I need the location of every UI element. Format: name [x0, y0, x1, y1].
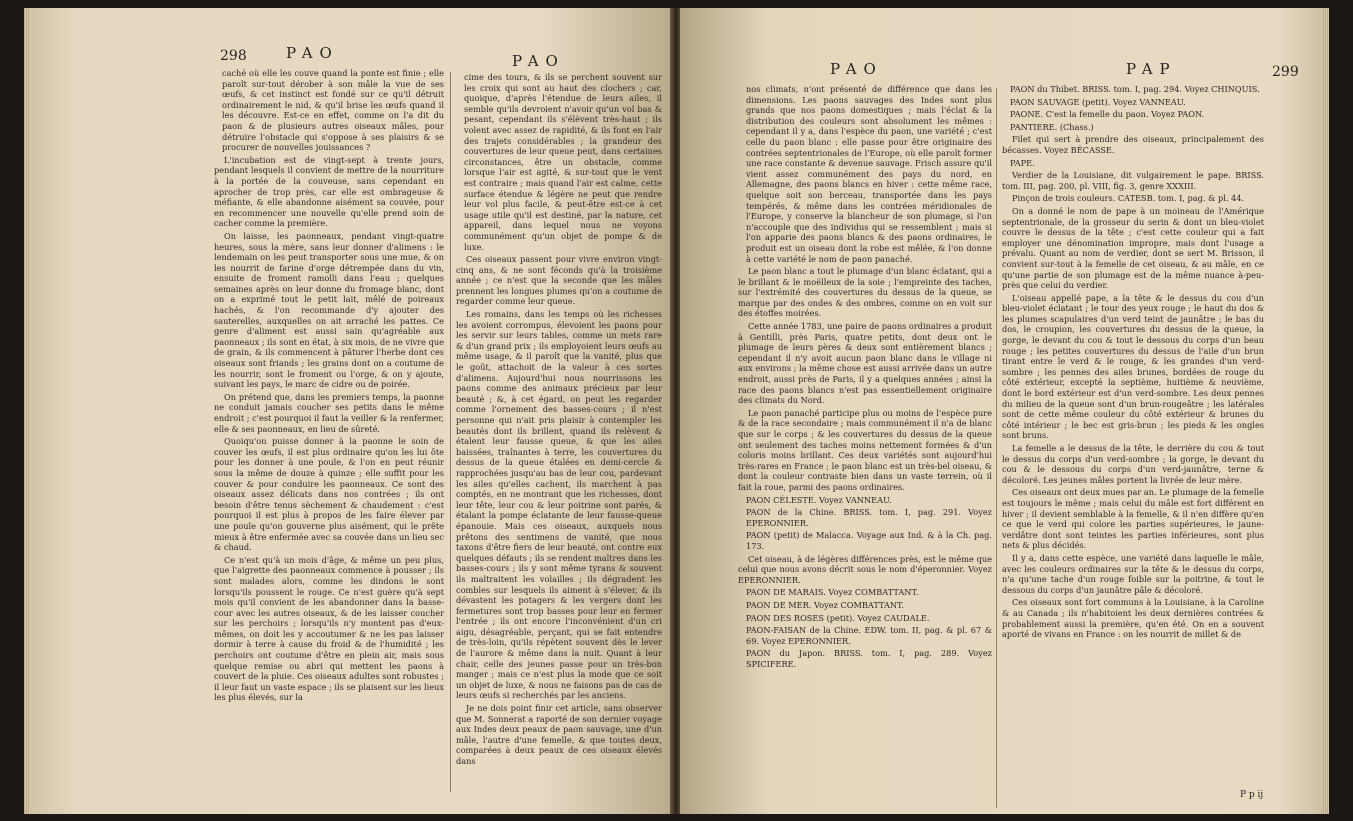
running-header-right: PAO: [512, 52, 565, 70]
entry: PAON DE MER. Voyez COMBATTANT.: [746, 599, 904, 610]
text-column-2: [1002, 84, 1264, 788]
entry: PAON DE MARAIS. Voyez COMBATTANT.: [746, 587, 919, 598]
paragraph: Cette année 1783, une paire de paons ordinaires a produit à Gentilli, près Paris, quatre petits, dont deux ont le plumage de leurs pères & deux sont entièrement blancs ; cependant il n'y avoit aucun paon blanc dans le village ni aux environs ; la même chose est aussi arrivée dans un autre endroit, aussi près de Paris, il y a quelques années ; ainsi la race des paons blancs n'est pas essentiellement originaire des climats du Nord.: [738, 321, 992, 406]
entry: PAON DES ROSES (petit). Voyez CAUDALE.: [746, 612, 930, 623]
left-page: [24, 8, 672, 814]
entry: PAON du Thibet. BRISS. tom. I, pag. 294. Voyez CHINQUIS.: [1010, 84, 1260, 94]
running-header-left: PAO: [830, 60, 883, 78]
paragraph: L'incubation est de vingt-sept à trente jours, pendant lesquels il convient de mettre de la nourriture à la portée de la couveuse, sans cependant en aprocher de trop près, car elle est ombrageuse & méfiante, & elle abandonne aisément sa couvée, pour en recommencer une nouvelle qu'elle prend soin de cacher comme la première.: [214, 154, 444, 229]
paragraph: Le paon blanc a tout le plumage d'un blanc éclatant, qui a le brillant & le moëlleux de la soie ; l'empreinte des taches, sur l'extrémité des couvertures du dessus de la queue, se marque par des ondes & des ombres, comme on en voit sur des étoffes moirées.: [738, 266, 992, 319]
column-rule: [450, 72, 451, 792]
paragraph: nos climats, n'ont présenté de différence que dans les dimensions. Les paons sauvages des Indes sont plus grands que nos paons domestiques ; mais l'éclat & la distribution des couleurs sont absolument les mêmes : cependant il y a, dans l'espèce du paon, une variété ; c'est celle du paon blanc : elle passe pour être originaire des contrées septentrionales de l'Europe, où elle paroît former une race constante & devenue sauvage. Frisch assure qu'il vient assez communément des pays du nord, en Allemagne, des paons blancs en hiver : cette même race, quelque soit son berceau, transportée dans les pays tempérés, & même dans les contrées méridionales de l'Europe, y conserve la blancheur de son plumage, si l'on n'accouple que des individus qui se ressemblent ; mais si l'on apparie des paons blancs & des paons ordinaires, le produit est un oiseau dont la robe est mêlée, & l'on donne à cette variété le nom de paon panaché.: [746, 84, 992, 264]
column-rule: [996, 88, 997, 808]
paragraph: Ces oiseaux ont deux mues par an. Le plumage de la femelle est toujours le même ; mais celui du mâle est fort différent en hiver ; il devient semblable à la femelle, & il n'en diffère qu'en ce que le verd qui colore les parties supérieures, le jaune-verdâtre dont sont teintes les parties inférieures, sont plus nets & plus décidés.: [1002, 487, 1264, 551]
paragraph: On prétend que, dans les premiers temps, la paonne ne conduit jamais coucher ses petits dans le même endroit ; c'est pourquoi il faut la veiller & la renfermer, elle & ses paonneaux, en lieu de sûreté.: [214, 391, 444, 434]
paragraph: Verdier de la Louisiane, dit vulgairement le pape. BRISS. tom. III, pag. 200, pl. VIII, fig. 3, genre XXXIII.: [1002, 170, 1264, 191]
paragraph: Filet qui sert à prendre des oiseaux, principalement des bécasses. Voyez BÉCASSE.: [1002, 134, 1264, 155]
entry: PAON-FAISAN de la Chine. EDW. tom. II, pag. & pl. 67 & 69. Voyez EPERONNIER.: [746, 625, 992, 646]
text-column-2: [456, 72, 662, 802]
running-header-left: PAO: [286, 44, 339, 62]
entry: PAONE. C'est la femelle du paon. Voyez PAON.: [1010, 109, 1205, 120]
signature-mark: P p ij: [1240, 790, 1264, 800]
paragraph: On a donné le nom de pape à un moineau de l'Amérique septentrionale, de la grosseur du serin & dont un bleu-violet couvre le dessus de la tête ; c'est cette couleur qui a fait employer une dénomination impropre, mais dont l'usage a prévalu. Quant au nom de verdier, dont se sert M. Brisson, il convient sur-tout à la femelle de cet oiseau, & au mâle, en ce qu'une partie de son plumage est de la même nuance à-peu-près que celui du verdier.: [1002, 205, 1264, 291]
paragraph: Quoiqu'on puisse donner à la paonne le soin de couver les œufs, il est plus ordinaire qu'on les lui ôte pour les donner à une poule, & l'on en peut réunir sous la même de douze à quinze ; elle suffit pour les couver & pour conduire les paonneaux. Ce sont des oiseaux assez délicats dans nos contrées ; ils ont besoin d'être tenus sèchement & chaudement : c'est pourquoi il est plus à propos de les faire élever par une poule qu'on gouverne plus aisément, qui le prête mieux à être enfermée avec sa couvée dans un lieu sec & chaud.: [214, 436, 444, 553]
entry: PAON du Japon. BRISS. tom. I, pag. 289. Voyez SPICIFERE.: [746, 648, 992, 669]
paragraph: Il y a, dans cette espèce, une variété dans laquelle le mâle, avec les couleurs ordinaires sur la tête & le dessus du corps, n'a qu'une tache d'un rouge foible sur la poitrine, & tout le dessous du corps d'un jaunâtre pâle & décoloré.: [1002, 552, 1264, 595]
page-edge: [1323, 8, 1329, 814]
right-page: [680, 8, 1329, 814]
text-column-1: [738, 84, 992, 804]
paragraph: caché où elle les couve quand la ponte est finie ; elle paroît sur-tout dérober à son mâle la vue de ses œufs, & cet instinct est fondé sur ce qu'il détruit ordinairement le nid, & qu'il brise les œufs quand il les découvre. Est-ce en effet, comme on l'a dit du paon & de plusieurs autres oiseaux mâles, pour détruire l'obstacle qui s'oppose à ses plaisirs & se procurer de nouvelles jouissances ?: [222, 68, 444, 153]
page-number: 299: [1272, 64, 1299, 80]
paragraph: cime des tours, & ils se perchent souvent sur les croix qui sont au haut des clochers ; car, quoique, d'après l'étendue de leurs ailes, il semble qu'ils devroient n'avoir qu'un vol bas & pesant, cependant ils s'élèvent très-haut ; ils volent avec assez de rapidité, & ils font en l'air des trajets considérables ; la grandeur des couvertures de leur queue peut, dans certaines circonstances, être un obstacle, comme lorsque l'air est agité, & sur-tout que le vent est contraire ; mais quand l'air est calme, cette surface étendue & légère ne peut que rendre leur vol plus facile, & peut-être est-ce à cet usage utile qu'il est destiné, par la nature, cet appareil, dans lequel nous ne voyons communément qu'un objet de pompe & de luxe.: [464, 72, 662, 252]
entry: PAON (petit) de Malacca. Voyage aux Ind. & à la Ch. pag. 173.: [746, 530, 992, 551]
entry: PAON de la Chine. BRISS. tom. I, pag. 291. Voyez EPERONNIER.: [746, 507, 992, 528]
paragraph: La femelle a le dessus de la tête, le derrière du cou & tout le dessus du corps d'un verd-sombre ; la gorge, le devant du cou & le dessous du corps d'un verd-jaunâtre, terne & décoloré. Les jeunes mâles portent la livrée de leur mère.: [1002, 443, 1264, 485]
text-column-1: [214, 68, 444, 798]
open-book: [24, 8, 1329, 814]
page-edge: [24, 8, 30, 814]
entry: PAPE.: [1010, 157, 1035, 168]
entry: PAON SAUVAGE (petit). Voyez VANNEAU.: [1010, 96, 1186, 107]
paragraph: Ces oiseaux sont fort communs à la Louisiane, à la Caroline & au Canada ; ils n'habitoient les deux dernières contrées & probablement aussi la première, qu'en été. On en a souvent aporté de vivans en France : on les nourrit de millet & de: [1002, 597, 1264, 640]
page-number: 298: [220, 48, 247, 64]
paragraph: Les romains, dans les temps où les richesses les avoient corrompus, élevoient les paons pour les servir sur leurs tables, comme un mets rare & d'un grand prix ; ils employoient leurs œufs au même usage, & il paroît que la vanité, plus que le goût, attachoit de la valeur à ces sortes d'alimens. Aujourd'hui nous nourrissons les paons comme des animaux précieux par leur beauté ; &, à cet égard, on peut les regarder comme l'ornement des basses-cours ; il n'est personne qui n'ait pris plaisir à contempler les beautés dont ils brillent, quand ils relèvent & étalent leur fausse queue, & que les ailes baissées, traînantes à terre, les couvertures du dessus de la queue étalées en demi-cercle & rapprochées jusqu'au bas de leur cou, pardevant les ailes qu'elles cachent, ils marchent à pas comptés, en ne montrant que les richesses, dont leur tête, leur cou & leur poitrine sont parés, & étalant la pompe éclatante de leur fausse-queue épanouie. Mais ces oiseaux, auxquels nous prêtons des sentimens de vanité, que nous taxons d'être fiers de leur beauté, ont contre eux quelques défauts ; ils se rendent maîtres dans les basses-cours ; ils y sont même tyrans & souvent ils maltraitent les volailles ; ils dégradent les combles sur lesquels ils aiment à s'élever, & ils dévastent les potagers & les vergers dont les fermetures sont trop basses pour leur en fermer l'entrée ; ils ont encore l'inconvénient d'un cri aigu, désagréable, perçant, qui se fait entendre de très-loin, qu'ils répètent souvent dès le lever de l'aurore & même dans la nuit. Quant à leur chair, celle des jeunes passe pour un très-bon manger ; mais ce n'est plus la mode que ce soit un objet de luxe, & nous ne faisons pas de cas de leurs œufs si recherchés par les anciens.: [456, 309, 662, 701]
entry: PANTIERE. (Chass.): [1010, 121, 1094, 132]
paragraph: Ces oiseaux passent pour vivre environ vingt-cinq ans, & ne sont féconds qu'à la troisième année ; ce n'est que la seconde que les mâles prennent les longues plumes qu'on a coutume de regarder comme leur queue.: [456, 254, 662, 307]
paragraph: Pinçon de trois couleurs. CATESB. tom. I, pag. & pl. 44.: [1012, 193, 1245, 204]
paragraph: Cet oiseau, à de légères différences près, est le même que celui que nous avons décrit sous le nom d'éperonnier. Voyez EPERONNIER.: [738, 553, 992, 585]
paragraph: Je ne dois point finir cet article, sans observer que M. Sonnerat a raporté de son dernier voyage aux Indes deux peaux de paon sauvage, une d'un mâle, l'autre d'une femelle, & que toutes deux, comparées à deux peaux de ces oiseaux élevés dans: [456, 703, 662, 766]
paragraph: L'oiseau appellé pape, a la tête & le dessus du cou d'un bleu-violet éclatant ; le tour des yeux rouge ; le haut du dos & les plumes scapulaires d'un verd teint de jaunâtre ; le bas du dos, le croupion, les couvertures du dessus de la queue, la gorge, le devant du cou & tout le dessous du corps d'un beau rouge ; les petites couvertures du dessus de l'aile d'un brun tirant entre le verd & le rouge, & les grandes d'un verd-sombre ; les pennes des ailes brunes, bordées de rouge du côté extérieur, excepté la septième, huitième & neuvième, dont le bord extérieur est d'un verd-sombre. Les deux pennes du milieu de la queue sont d'un brun-rougeâtre ; les latérales sont de cette même couleur du côté extérieur & brunes du côté intérieur ; le bec est gris-brun ; les pieds & les ongles sont bruns.: [1002, 292, 1264, 441]
running-header-right: PAP: [1126, 60, 1177, 78]
entry: PAON CÉLESTE. Voyez VANNEAU.: [746, 494, 892, 505]
paragraph: Le paon panaché participe plus ou moins de l'espèce pure & de la race secondaire ; mais communément il n'a de blanc que sur le corps ; & les couvertures du dessus de la queue ont seulement des taches moins nettement formées & d'un coloris moins brillant. Ces deux variétés sont aujourd'hui très-rares en France ; le paon blanc est un très-bel oiseau, & dont la couleur contraste bien dans un vaste terrein, où il fait la roue, parmi des paons ordinaires.: [738, 407, 992, 492]
paragraph: Ce n'est qu'à un mois d'âge, & même un peu plus, que l'aigrette des paonneaux commence à pousser ; ils sont malades alors, comme les dindons le sont lorsqu'ils poussent le rouge. Ce n'est guère qu'à sept mois qu'il convient de les abandonner dans la basse-cour avec les autres oiseaux, & de les laisser coucher sur les perchoirs ; lorsqu'ils n'y montent pas d'eux-mêmes, on doit les y accoutumer & ne les pas laisser dormir à terre à cause du froid & de l'humidité ; les perchoirs ont coutume d'être en plein air, mais sous quelque remise ou abri qui mettent les paons à couvert de la pluie. Ces oiseaux adultes sont robustes ; il leur faut un vaste espace ; ils se plaisent sur les lieux les plus élevés, sur la: [214, 554, 444, 703]
paragraph: On laisse, les paonneaux, pendant vingt-quatre heures, sous la mère, sans leur donner d'alimens : le lendemain on les peut transporter sous une mue, & on les nourrit de farine d'orge détrempée dans du vin, ensuite de froment ramolli dans l'eau ; quelques semaines après on leur donne du fromage blanc, dont on a exprimé tout le petit lait, mêlé de poireaux hachés, & l'on recommande d'y ajouter des sauterelles, auxquelles on ait arraché les pattes. Ce genre d'aliment est aussi sain qu'agréable aux paonneaux ; ils sont en état, à six mois, de ne vivre que de grain, & ils commencent à pâturer l'herbe dont ces oiseaux sont friands ; les grains dont on a coutume de les nourrir, sont le froment ou l'orge, & on y ajoute, suivant les pays, le marc de cidre ou de poirée.: [214, 230, 444, 390]
